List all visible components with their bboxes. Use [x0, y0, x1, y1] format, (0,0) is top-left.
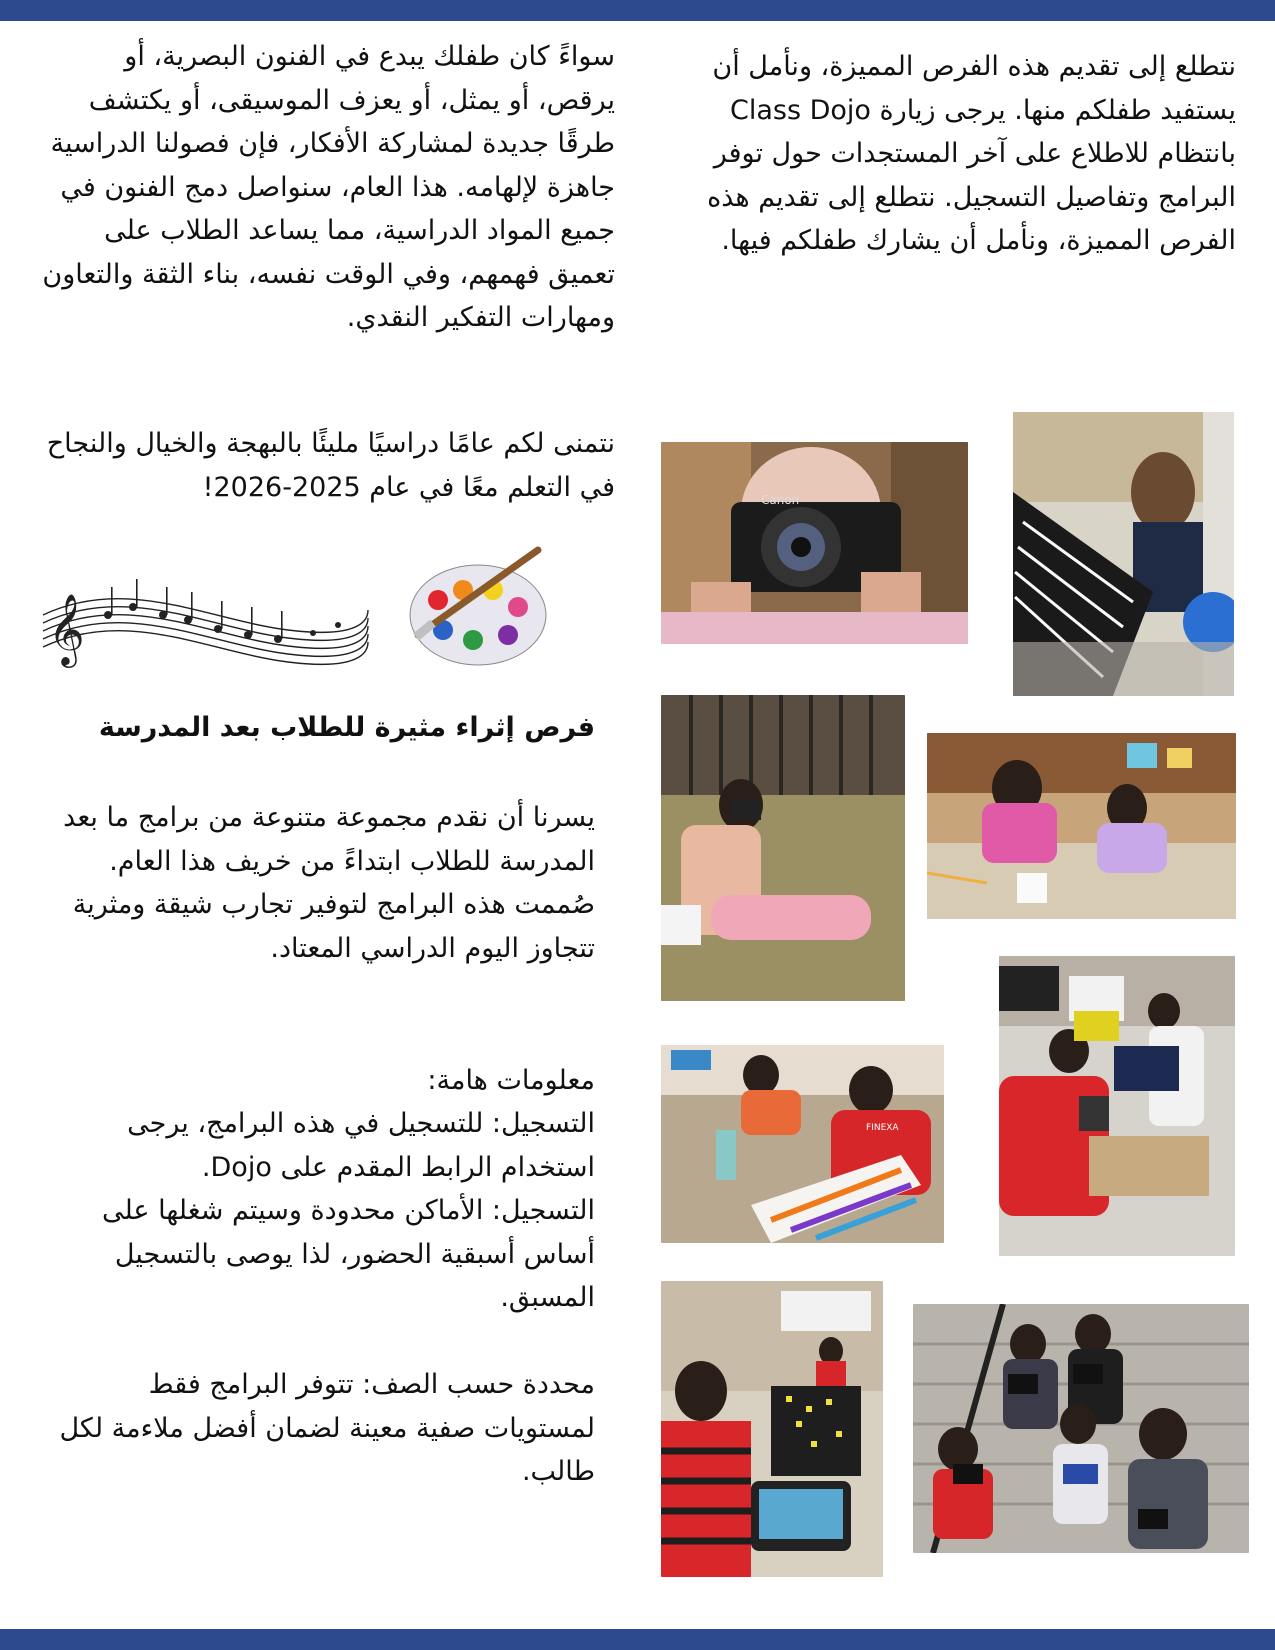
camera-brand-label: Canon [761, 493, 800, 507]
photo-classroom-drawing [927, 733, 1236, 919]
shirt-label: FINEXA [866, 1123, 899, 1133]
photo-tablet-student [661, 1281, 883, 1577]
info-registration-link: التسجيل: للتسجيل في هذه البرامج، يرجى استخدام الرابط المقدم على Dojo. [127, 1108, 595, 1183]
photo-camera-student [661, 442, 968, 644]
info-title: معلومات هامة: [427, 1065, 595, 1096]
dojo-paragraph: نتطلع إلى تقديم هذه الفرص المميزة، ونأمل أن يستفيد طفلكم منها. يرجى زيارة Class Dojo بانتظام للاطلاع على آخر المستجدات حول توفر البرامج وتفاصيل التسجيل. نتطلع إلى تقديم هذه الفرص المميزة، ونأمل أن يشارك طفلكم فيها. [707, 51, 1236, 256]
programs-paragraph: يسرنا أن نقدم مجموعة متنوعة من برامج ما بعد المدرسة للطلاب ابتداءً من خريف هذا العام. صُممت هذه البرامج لتوفير تجارب شيقة ومثرية تتجاوز اليوم الدراسي المعتاد. [63, 802, 595, 964]
wishes-paragraph: نتمنى لكم عامًا دراسيًا مليئًا بالبهجة والخيال والنجاح في التعلم معًا في عام 2025-2026! [46, 428, 615, 503]
photo-stairs-photographers [913, 1304, 1249, 1553]
grade-specific-paragraph: محددة حسب الصف: تتوفر البرامج فقط لمستويات صفية معينة لضمان أفضل ملاءمة لكل طالب. [59, 1369, 595, 1487]
section-heading: فرص إثراء مثيرة للطلاب بعد المدرسة [98, 712, 595, 743]
music-art-illustration [38, 545, 548, 680]
music-notes-palette-icon [38, 545, 548, 680]
svg-text:𝄞: 𝄞 [48, 592, 85, 665]
photo-students-coloring [661, 1045, 944, 1243]
bottom-accent-bar [0, 1629, 1275, 1650]
top-accent-bar [0, 0, 1275, 21]
photo-laptop-students [999, 956, 1235, 1256]
photo-outdoor-photographer [661, 695, 905, 1001]
intro-paragraph: سواءً كان طفلك يبدع في الفنون البصرية، أو يرقص، أو يمثل، أو يعزف الموسيقى، أو يكتشف طرقًا جديدة لمشاركة الأفكار، فإن فصولنا الدراسية جاهزة لإلهامه. هذا العام، سنواصل دمج الفنون في جميع المواد الدراسية، مما يساعد الطلاب على تعميق فهمهم، وفي الوقت نفسه، بناء الثقة والتعاون ومهارات التفكير النقدي. [42, 41, 615, 333]
photo-piano-student [1013, 412, 1234, 696]
info-registration-limited: التسجيل: الأماكن محدودة وسيتم شغلها على أساس أسبقية الحضور، لذا يوصى بالتسجيل المسبق. [101, 1195, 595, 1313]
